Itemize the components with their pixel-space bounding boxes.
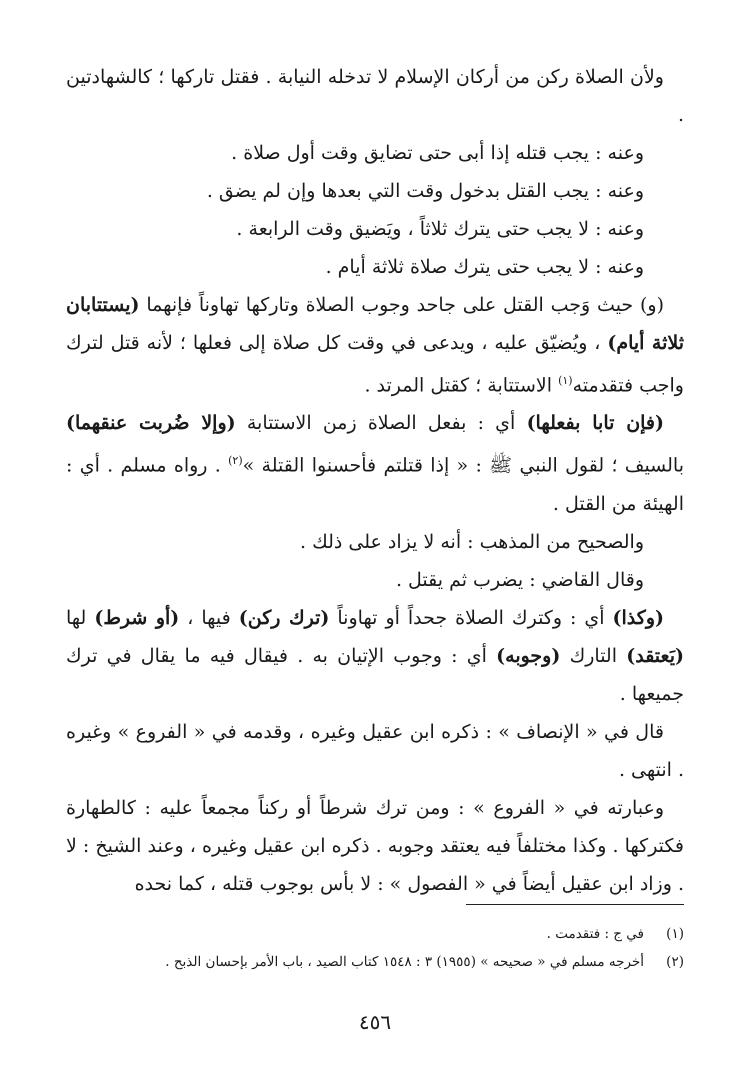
p10-text-f: أي : وجوب الإتيان به . فيقال فيه ما يقال في ترك جميعها . [66,644,684,705]
paragraph-5: وعنه : لا يجب حتى يترك صلاة ثلاثة أيام . [325,256,644,278]
p6-text-c: ، ويُضيّق عليه ، ويدعى في وقت كل صلاة إلى فعلها ؛ لأنه قتل لترك واجب فتقدمته [66,332,684,397]
paragraph-11: قال في « الإنصاف » : ذكره ابن عقيل وغيره ، وقدمه في « الفروع » وغيره . انتهى . [66,720,684,781]
p10-bold-2: (ترك ركن) [238,606,330,629]
paragraph-12: وعبارته في « الفروع » : ومن ترك شرطاً أو ركناً مجمعاً عليه : كالطهارة فكتركها . وكذا مختلفاً فيه يعتقد وجوبه . ذكره ابن عقيل وغيره ، وعند الشيخ : لا . وزاد ابن عقيل أيضاً في « الفصول » : لا بأس بوجوب قتله ، كما نحده [66,796,684,895]
paragraph-7 [66,404,684,522]
footnote-ref-2[interactable]: (٢) [228,454,243,468]
p6-text-a: (و) حيث وَجب القتل على جاحد وجوب الصلاة وتاركها تهاوناً فإنهما [139,294,664,316]
p10-bold-4: (يَعتقد) [626,644,684,667]
footnotes [66,920,684,976]
p10-bold-5: (وجوبه) [496,644,561,667]
p7-bold-matn-2: (وإلا ضُربت عنقهما) [66,412,236,435]
p7-text-a: أي : بفعل الصلاة زمن الاستتابة [235,412,527,435]
paragraph-1: ولأن الصلاة ركن من أركان الإسلام لا تدخله النيابة . فقتل تاركها ؛ كالشهادتين . [66,66,684,126]
p6-bold-matn: (يستتابان ثلاثة أيام) [66,294,685,354]
p7-text-c: بالسيف ؛ لقول النبي ﷺ : « إذا قتلتم فأحسنوا القتلة » [242,454,684,477]
p6-text-d: الاستتابة ؛ كقتل المرتد . [364,374,559,397]
p10-bold-3: (أو شرط) [94,606,180,629]
footnote-number: (١) [666,926,684,942]
paragraph-9: وقال القاضي : يضرب ثم يقتل . [395,568,644,591]
p7-text-d: . رواه مسلم . أي : الهيئة من القتل . [66,454,684,515]
page-number: ٤٥٦ [358,1010,392,1034]
footnote-separator [466,904,684,905]
footnote-ref-1[interactable]: (١) [558,374,573,387]
footnote-text: أخرجه مسلم في « صحيحه » (١٩٥٥) ٣ : ١٥٤٨ كتاب الصيد ، باب الأمر بإحسان الذبح . [165,954,644,970]
p10-text-d: لها [66,606,95,629]
paragraph-6 [66,286,684,404]
paragraph-8: والصحيح من المذهب : أنه لا يزاد على ذلك . [300,530,644,553]
footnote-2 [66,948,684,976]
paragraph-10 [66,599,684,713]
paragraph-3: وعنه : يجب القتل بدخول وقت التي بعدها وإن لم يضق . [206,180,644,202]
footnote-number: (٢) [666,954,684,970]
p10-bold-1: (وكذا) [612,606,664,629]
p10-text-a: أي : وكترك الصلاة جحداً أو تهاوناً [329,606,613,629]
footnote-text: في ج : فتقدمت . [546,926,644,942]
paragraph-2: وعنه : يجب قتله إذا أبى حتى تضايق وقت أول صلاة . [231,142,644,164]
p10-text-c: فيها ، [179,606,239,629]
footnote-1 [66,920,684,948]
p10-text-e: التارك [560,644,627,667]
p7-bold-matn-1: (فإن تابا بفعلها) [526,412,665,435]
paragraph-4: وعنه : لا يجب حتى يترك ثلاثاً ، ويَضيق وقت الرابعة . [236,218,644,240]
